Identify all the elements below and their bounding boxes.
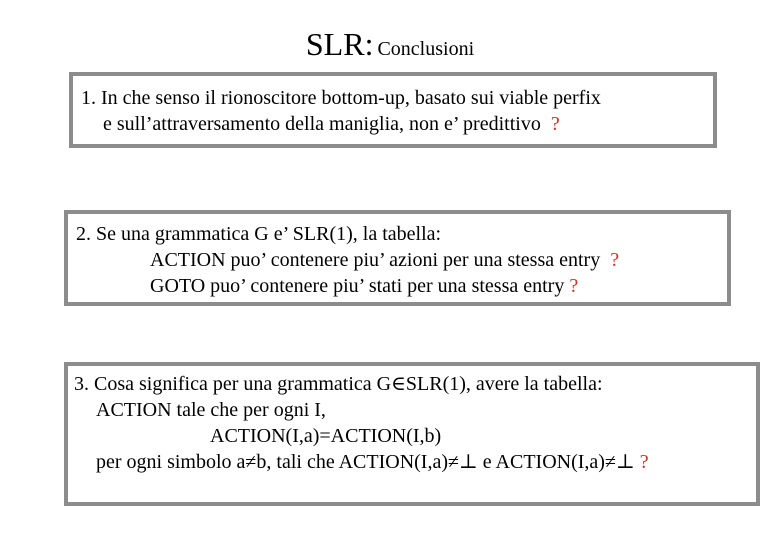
q2-line-2-text: ACTION puo’ contenere piu’ azioni per una stessa entry: [150, 249, 601, 271]
q3-line-3: ACTION(I,a)=ACTION(I,b): [210, 425, 442, 447]
q1-line-2-text: e sull’attraversamento della maniglia, non e’ predittivo: [103, 113, 541, 135]
q3-line-1: 3. Cosa significa per una grammatica G∈SLR(1), avere la tabella:: [74, 373, 603, 395]
question-1-box: [69, 72, 717, 148]
q3-question-mark: ?: [639, 451, 649, 473]
q2-line-3: [76, 273, 727, 299]
title-main: SLR:: [305, 26, 374, 62]
q2-line-1: 2. Se una grammatica G e’ SLR(1), la tabella:: [76, 223, 442, 245]
q2-line-2: [76, 247, 727, 273]
q3-line-2: ACTION tale che per ogni I,: [96, 399, 326, 421]
q2-line-2-question-mark: ?: [610, 249, 620, 271]
question-2-box: [64, 210, 731, 306]
slide-title: [0, 26, 780, 63]
q2-line-3-text: GOTO puo’ contenere piu’ stati per una stessa entry: [150, 275, 565, 297]
q3-line-4-text: per ogni simbolo a≠b, tali che ACTION(I,a)≠⊥ e ACTION(I,a)≠⊥: [96, 451, 635, 473]
q2-line-3-question-mark: ?: [569, 275, 579, 297]
q1-question-mark: ?: [550, 113, 560, 135]
q1-line-2: [81, 111, 713, 137]
question-3-box: [64, 362, 760, 506]
title-sub: Conclusioni: [377, 38, 475, 60]
q3-line-4: [74, 449, 756, 475]
q1-line-1: 1. In che senso il rionoscitore bottom-up, basato sui viable perfix: [81, 87, 601, 109]
